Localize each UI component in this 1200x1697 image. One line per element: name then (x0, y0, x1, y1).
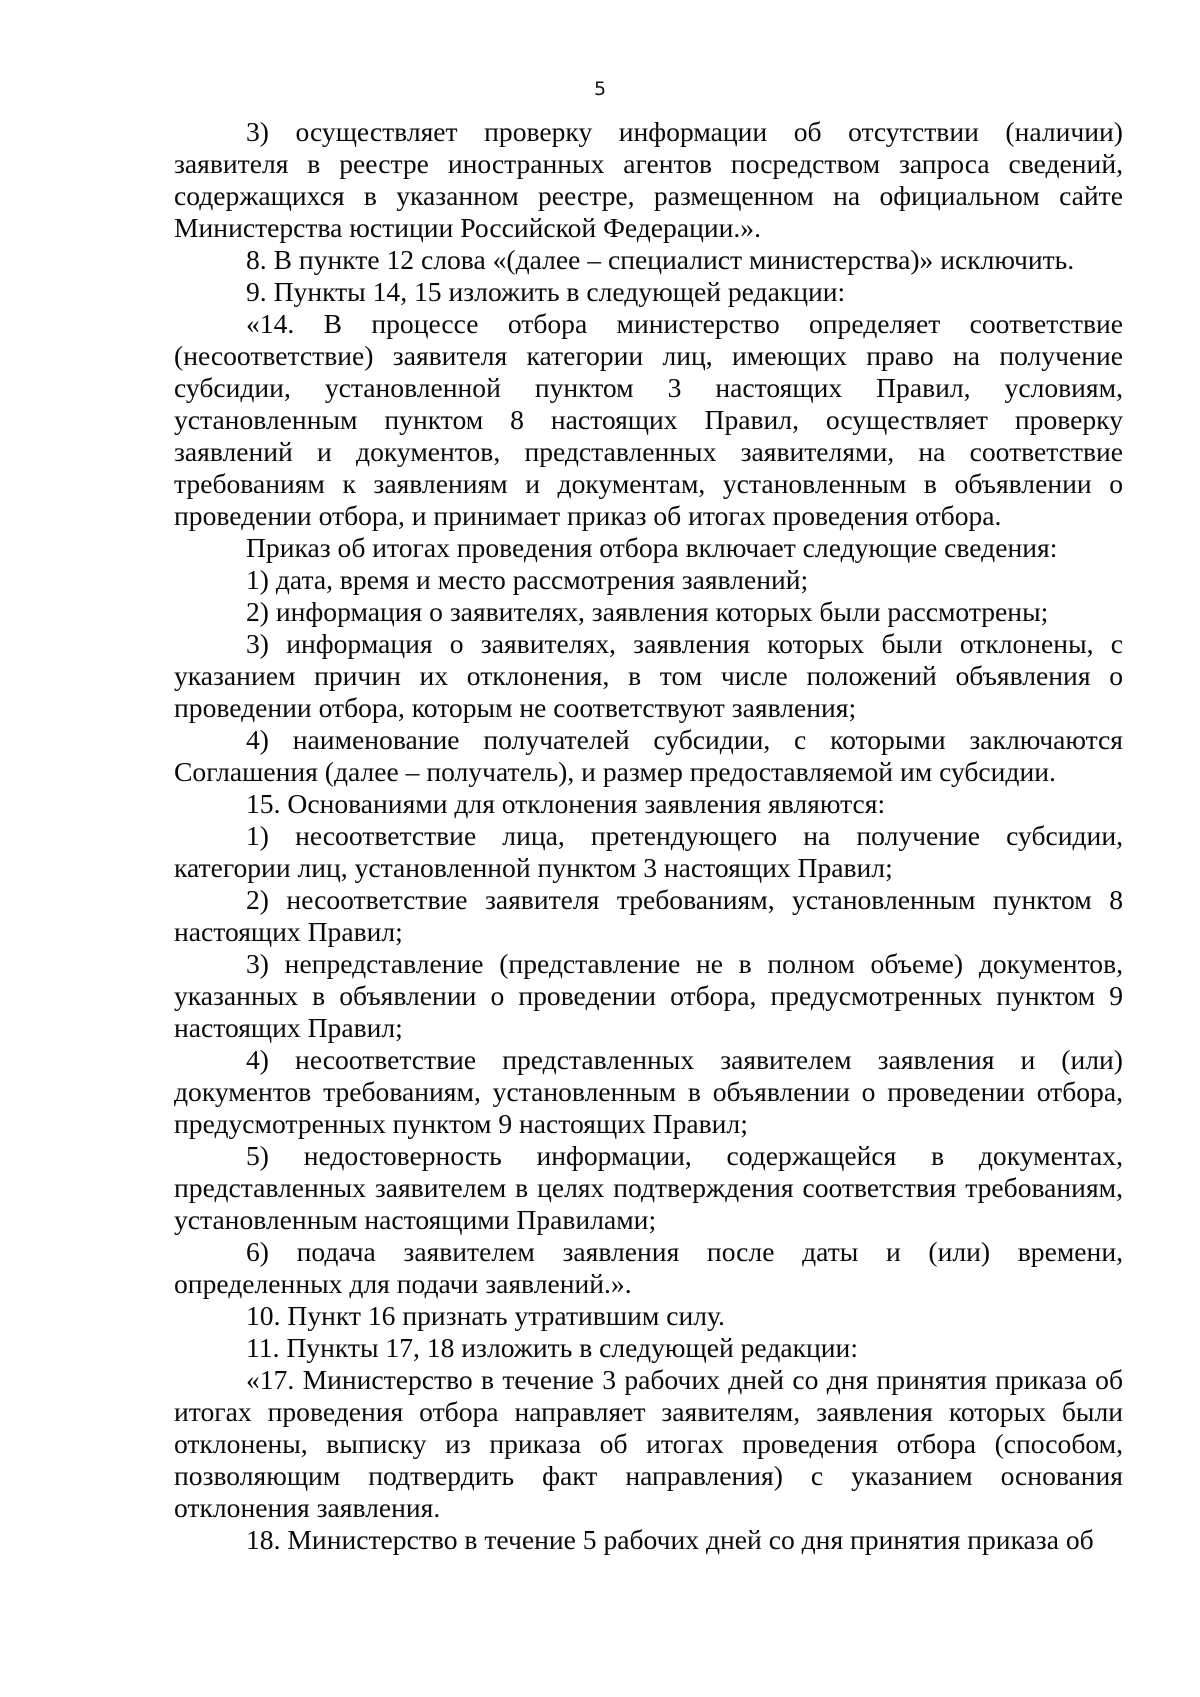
paragraph: «14. В процессе отбора министерство определяет соответствие (несоответствие) заявителя категории лиц, имеющих право на получение субсидии, установленной пунктом 3 настоящих Правил, условиям, установленным пунктом 8 настоящих Правил, осуществляет проверку заявлений и документов, представленных заявителями, на соответствие требованиям к заявлениям и документам, установленным в объявлении о проведении отбора, и принимает приказ об итогах проведения отбора. (174, 308, 1123, 531)
paragraph: 1) несоответствие лица, претендующего на получение субсидии, категории лиц, установленной пунктом 3 настоящих Правил; (174, 820, 1123, 883)
paragraph: 3) осуществляет проверку информации об отсутствии (наличии) заявителя в реестре иностранных агентов посредством запроса сведений, содержащихся в указанном реестре, размещенном на официальном сайте Министерства юстиции Российской Федерации.». (174, 116, 1123, 243)
paragraph: «17. Министерство в течение 3 рабочих дней со дня принятия приказа об итогах проведения отбора направляет заявителям, заявления которых были отклонены, выписку из приказа об итогах проведения отбора (способом, позволяющим подтвердить факт направления) с указанием основания отклонения заявления. (174, 1364, 1123, 1523)
paragraph: 3) непредставление (представление не в полном объеме) документов, указанных в объявлении о проведении отбора, предусмотренных пунктом 9 настоящих Правил; (174, 948, 1123, 1043)
paragraph: 2) информация о заявителях, заявления которых были рассмотрены; (246, 596, 1049, 627)
page-number: 5 (593, 78, 607, 100)
paragraph: 11. Пункты 17, 18 изложить в следующей редакции: (246, 1332, 858, 1363)
paragraph: Приказ об итогах проведения отбора включает следующие сведения: (246, 532, 1058, 563)
paragraph: 3) информация о заявителях, заявления которых были отклонены, с указанием причин их отклонения, в том числе положений объявления о проведении отбора, которым не соответствуют заявления; (174, 628, 1123, 723)
paragraph: 10. Пункт 16 признать утратившим силу. (246, 1300, 725, 1331)
paragraph: 5) недостоверность информации, содержащейся в документах, представленных заявителем в целях подтверждения соответствия требованиям, установленным настоящими Правилами; (174, 1140, 1123, 1235)
paragraph: 2) несоответствие заявителя требованиям, установленным пунктом 8 настоящих Правил; (174, 884, 1123, 947)
paragraph: 18. Министерство в течение 5 рабочих дней со дня принятия приказа об (246, 1524, 1094, 1555)
paragraph: 4) несоответствие представленных заявителем заявления и (или) документов требованиям, установленным в объявлении о проведении отбора, предусмотренных пунктом 9 настоящих Правил; (174, 1044, 1123, 1139)
paragraph: 6) подача заявителем заявления после даты и (или) времени, определенных для подачи заявлений.». (174, 1236, 1123, 1299)
paragraph: 9. Пункты 14, 15 изложить в следующей редакции: (246, 276, 846, 307)
paragraph: 4) наименование получателей субсидии, с которыми заключаются Соглашения (далее – получатель), и размер предоставляемой им субсидии. (174, 724, 1123, 787)
paragraph: 15. Основаниями для отклонения заявления являются: (246, 788, 886, 819)
document-body (174, 116, 1123, 1556)
paragraph: 1) дата, время и место рассмотрения заявлений; (246, 564, 809, 595)
paragraph: 8. В пункте 12 слова «(далее – специалист министерства)» исключить. (246, 244, 1075, 275)
